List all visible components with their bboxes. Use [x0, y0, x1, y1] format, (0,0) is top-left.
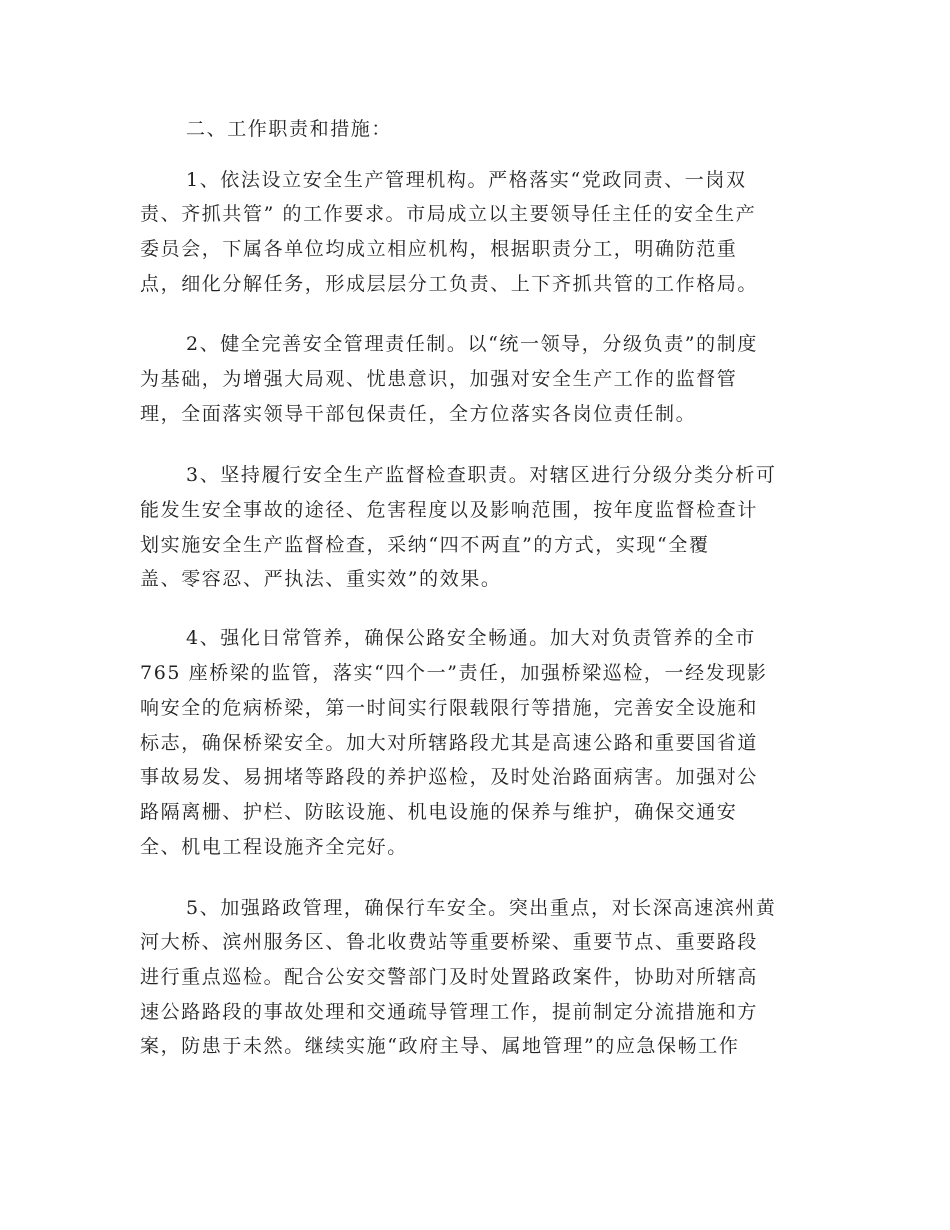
paragraph-3-line-3: 划实施安全生产监督检查，采纳“四不两直”的方式，实现“全覆 [140, 534, 710, 556]
paragraph-4-line-7: 全、机电工程设施齐全完好。 [140, 836, 408, 858]
paragraph-4-line-1: 4、强化日常管养，确保公路安全畅通。加大对负责管养的全市 [186, 627, 756, 649]
paragraph-4-line-6: 路隔离栅、护栏、防眩设施、机电设施的保养与维护，确保交通安 [140, 801, 738, 823]
paragraph-4-line-3: 响安全的危病桥梁，第一时间实行限载限行等措施，完善安全设施和 [140, 697, 759, 719]
paragraph-5-line-1: 5、加强路政管理，确保行车安全。突出重点，对长深高速滨州黄 [186, 897, 777, 919]
paragraph-1-line-1: 1、依法设立安全生产管理机构。严格落实“党政同责、一岗双 [186, 169, 747, 191]
paragraph-3-line-4: 盖、零容忍、严执法、重实效”的效果。 [140, 568, 502, 590]
paragraph-1-line-2: 责、齐抓共管” 的工作要求。市局成立以主要领导任主任的安全生产 [140, 203, 757, 225]
paragraph-4-line-5: 事故易发、易拥堵等路段的养护巡检，及时处治路面病害。加强对公 [140, 766, 759, 788]
paragraph-5-line-4: 速公路路段的事故处理和交通疏导管理工作，提前制定分流措施和方 [140, 1001, 759, 1023]
paragraph-2-line-3: 理，全面落实领导干部包保责任，全方位落实各岗位责任制。 [140, 403, 697, 425]
paragraph-2-line-1: 2、健全完善安全管理责任制。以“统一领导，分级负责”的制度 [186, 333, 758, 355]
paragraph-3-line-2: 能发生安全事故的途径、危害程度以及影响范围，按年度监督检查计 [140, 499, 759, 521]
paragraph-4-line-4: 标志，确保桥梁安全。加大对所辖路段尤其是高速公路和重要国省道 [140, 732, 759, 754]
section-heading: 二、工作职责和措施： [186, 118, 393, 140]
paragraph-2-line-2: 为基础，为增强大局观、忧患意识，加强对安全生产工作的监督管 [140, 368, 738, 390]
paragraph-5-line-5: 案，防患于未然。继续实施“政府主导、属地管理”的应急保畅工作 [140, 1035, 740, 1057]
paragraph-5-line-2: 河大桥、滨州服务区、鲁北收费站等重要桥梁、重要节点、重要路段 [140, 931, 759, 953]
paragraph-3-line-1: 3、坚持履行安全生产监督检查职责。对辖区进行分级分类分析可 [186, 464, 777, 486]
paragraph-1-line-3: 委员会，下属各单位均成立相应机构，根据职责分工，明确防范重 [140, 238, 738, 260]
paragraph-4-line-2: 765 座桥梁的监管，落实“四个一”责任，加强桥梁巡检，一经发现影 [140, 662, 768, 684]
paragraph-1-line-4: 点，细化分解任务，形成层层分工负责、上下齐抓共管的工作格局。 [140, 273, 759, 295]
paragraph-5-line-3: 进行重点巡检。配合公安交警部门及时处置路政案件，协助对所辖高 [140, 966, 759, 988]
